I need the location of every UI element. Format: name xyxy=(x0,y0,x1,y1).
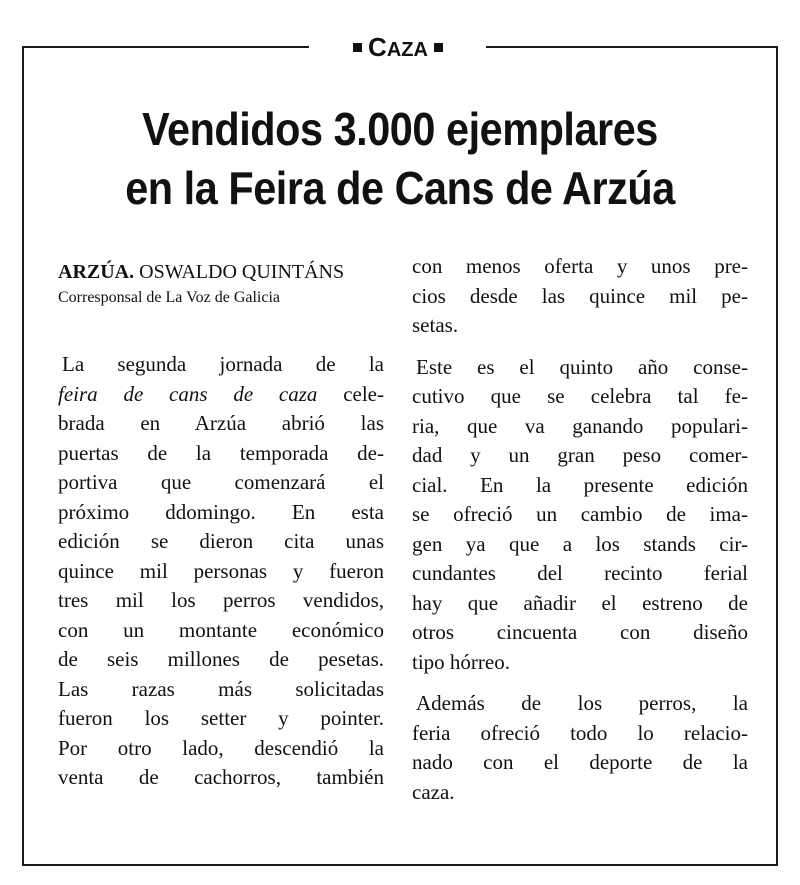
text-line: nado con el deporte de la xyxy=(412,750,748,774)
section-title-rest: AZA xyxy=(386,39,428,61)
text-line: Las razas más solicitadas xyxy=(58,676,384,701)
text-line: con menos oferta y unos pre- xyxy=(412,254,748,278)
bullet-square-icon xyxy=(434,43,443,52)
top-rule-right xyxy=(486,46,778,48)
left-column xyxy=(58,258,384,793)
text-line: tres mil los perros vendidos, xyxy=(58,588,384,612)
text-line: La segunda jornada de la xyxy=(62,352,384,376)
bullet-square-icon xyxy=(353,43,362,52)
article-paragraph xyxy=(58,350,384,793)
text-line: ria, que va ganando populari- xyxy=(412,413,748,438)
paragraph-gap xyxy=(412,341,748,353)
text-line: edición se dieron cita unas xyxy=(58,529,384,553)
text-line: Por otro lado, descendió la xyxy=(58,735,384,760)
text-line: setas. xyxy=(412,313,459,337)
byline xyxy=(58,258,384,286)
text-line: cundantes del recinto ferial xyxy=(412,561,748,585)
text-line: puertas de la temporada de- xyxy=(58,440,384,465)
section-title xyxy=(368,34,428,60)
text-line xyxy=(58,380,384,410)
article-paragraph xyxy=(412,252,748,341)
text-line: próximo ddomingo. En esta xyxy=(58,499,384,524)
text-line: cios desde las quince mil pe- xyxy=(412,283,748,308)
text-line: con un montante económico xyxy=(58,617,384,642)
text-line: otros cincuenta con diseño xyxy=(412,620,748,644)
section-title-initial: C xyxy=(368,32,387,62)
article-paragraph xyxy=(412,689,748,807)
text-line: cial. En la presente edición xyxy=(412,472,748,497)
text-line: se ofreció un cambio de ima- xyxy=(412,502,748,526)
text-line: quince mil personas y fueron xyxy=(58,558,384,583)
text-line: hay que añadir el estreno de xyxy=(412,590,748,615)
byline-role: Corresponsal de La Voz de Galicia xyxy=(58,289,281,306)
headline-line-1: Vendidos 3.000 ejemplares xyxy=(142,103,658,155)
text-line: feria ofreció todo lo relacio- xyxy=(412,720,748,745)
text-line: cutivo que se celebra tal fe- xyxy=(412,384,748,408)
italic-phrase: feira de cans de caza xyxy=(58,381,318,406)
paragraph-gap xyxy=(412,677,748,689)
text-line: Este es el quinto año conse- xyxy=(416,354,748,379)
text-line: fueron los setter y pointer. xyxy=(58,706,384,730)
text-line: caza. xyxy=(412,779,455,804)
right-column xyxy=(412,252,748,807)
text-line: de seis millones de pesetas. xyxy=(58,647,384,671)
article-paragraph xyxy=(412,353,748,678)
text-line: tipo hórreo. xyxy=(412,649,510,674)
top-rule-left xyxy=(22,46,309,48)
headline-line-2: en la Feira de Cans de Arzúa xyxy=(125,162,675,214)
text-fragment: cele- xyxy=(317,381,384,406)
text-line: venta de cachorros, también xyxy=(58,765,384,789)
text-line: portiva que comenzará el xyxy=(58,470,384,494)
byline-author: OSWALDO QUINTÁNS xyxy=(139,261,345,283)
text-line: dad y un gran peso comer- xyxy=(412,443,748,467)
byline-place: ARZÚA. xyxy=(58,261,135,283)
section-label xyxy=(315,30,481,64)
text-line: brada en Arzúa abrió las xyxy=(58,411,384,435)
text-line: Además de los perros, la xyxy=(416,691,748,715)
text-line: gen ya que a los stands cir- xyxy=(412,531,748,556)
headline xyxy=(76,100,724,218)
